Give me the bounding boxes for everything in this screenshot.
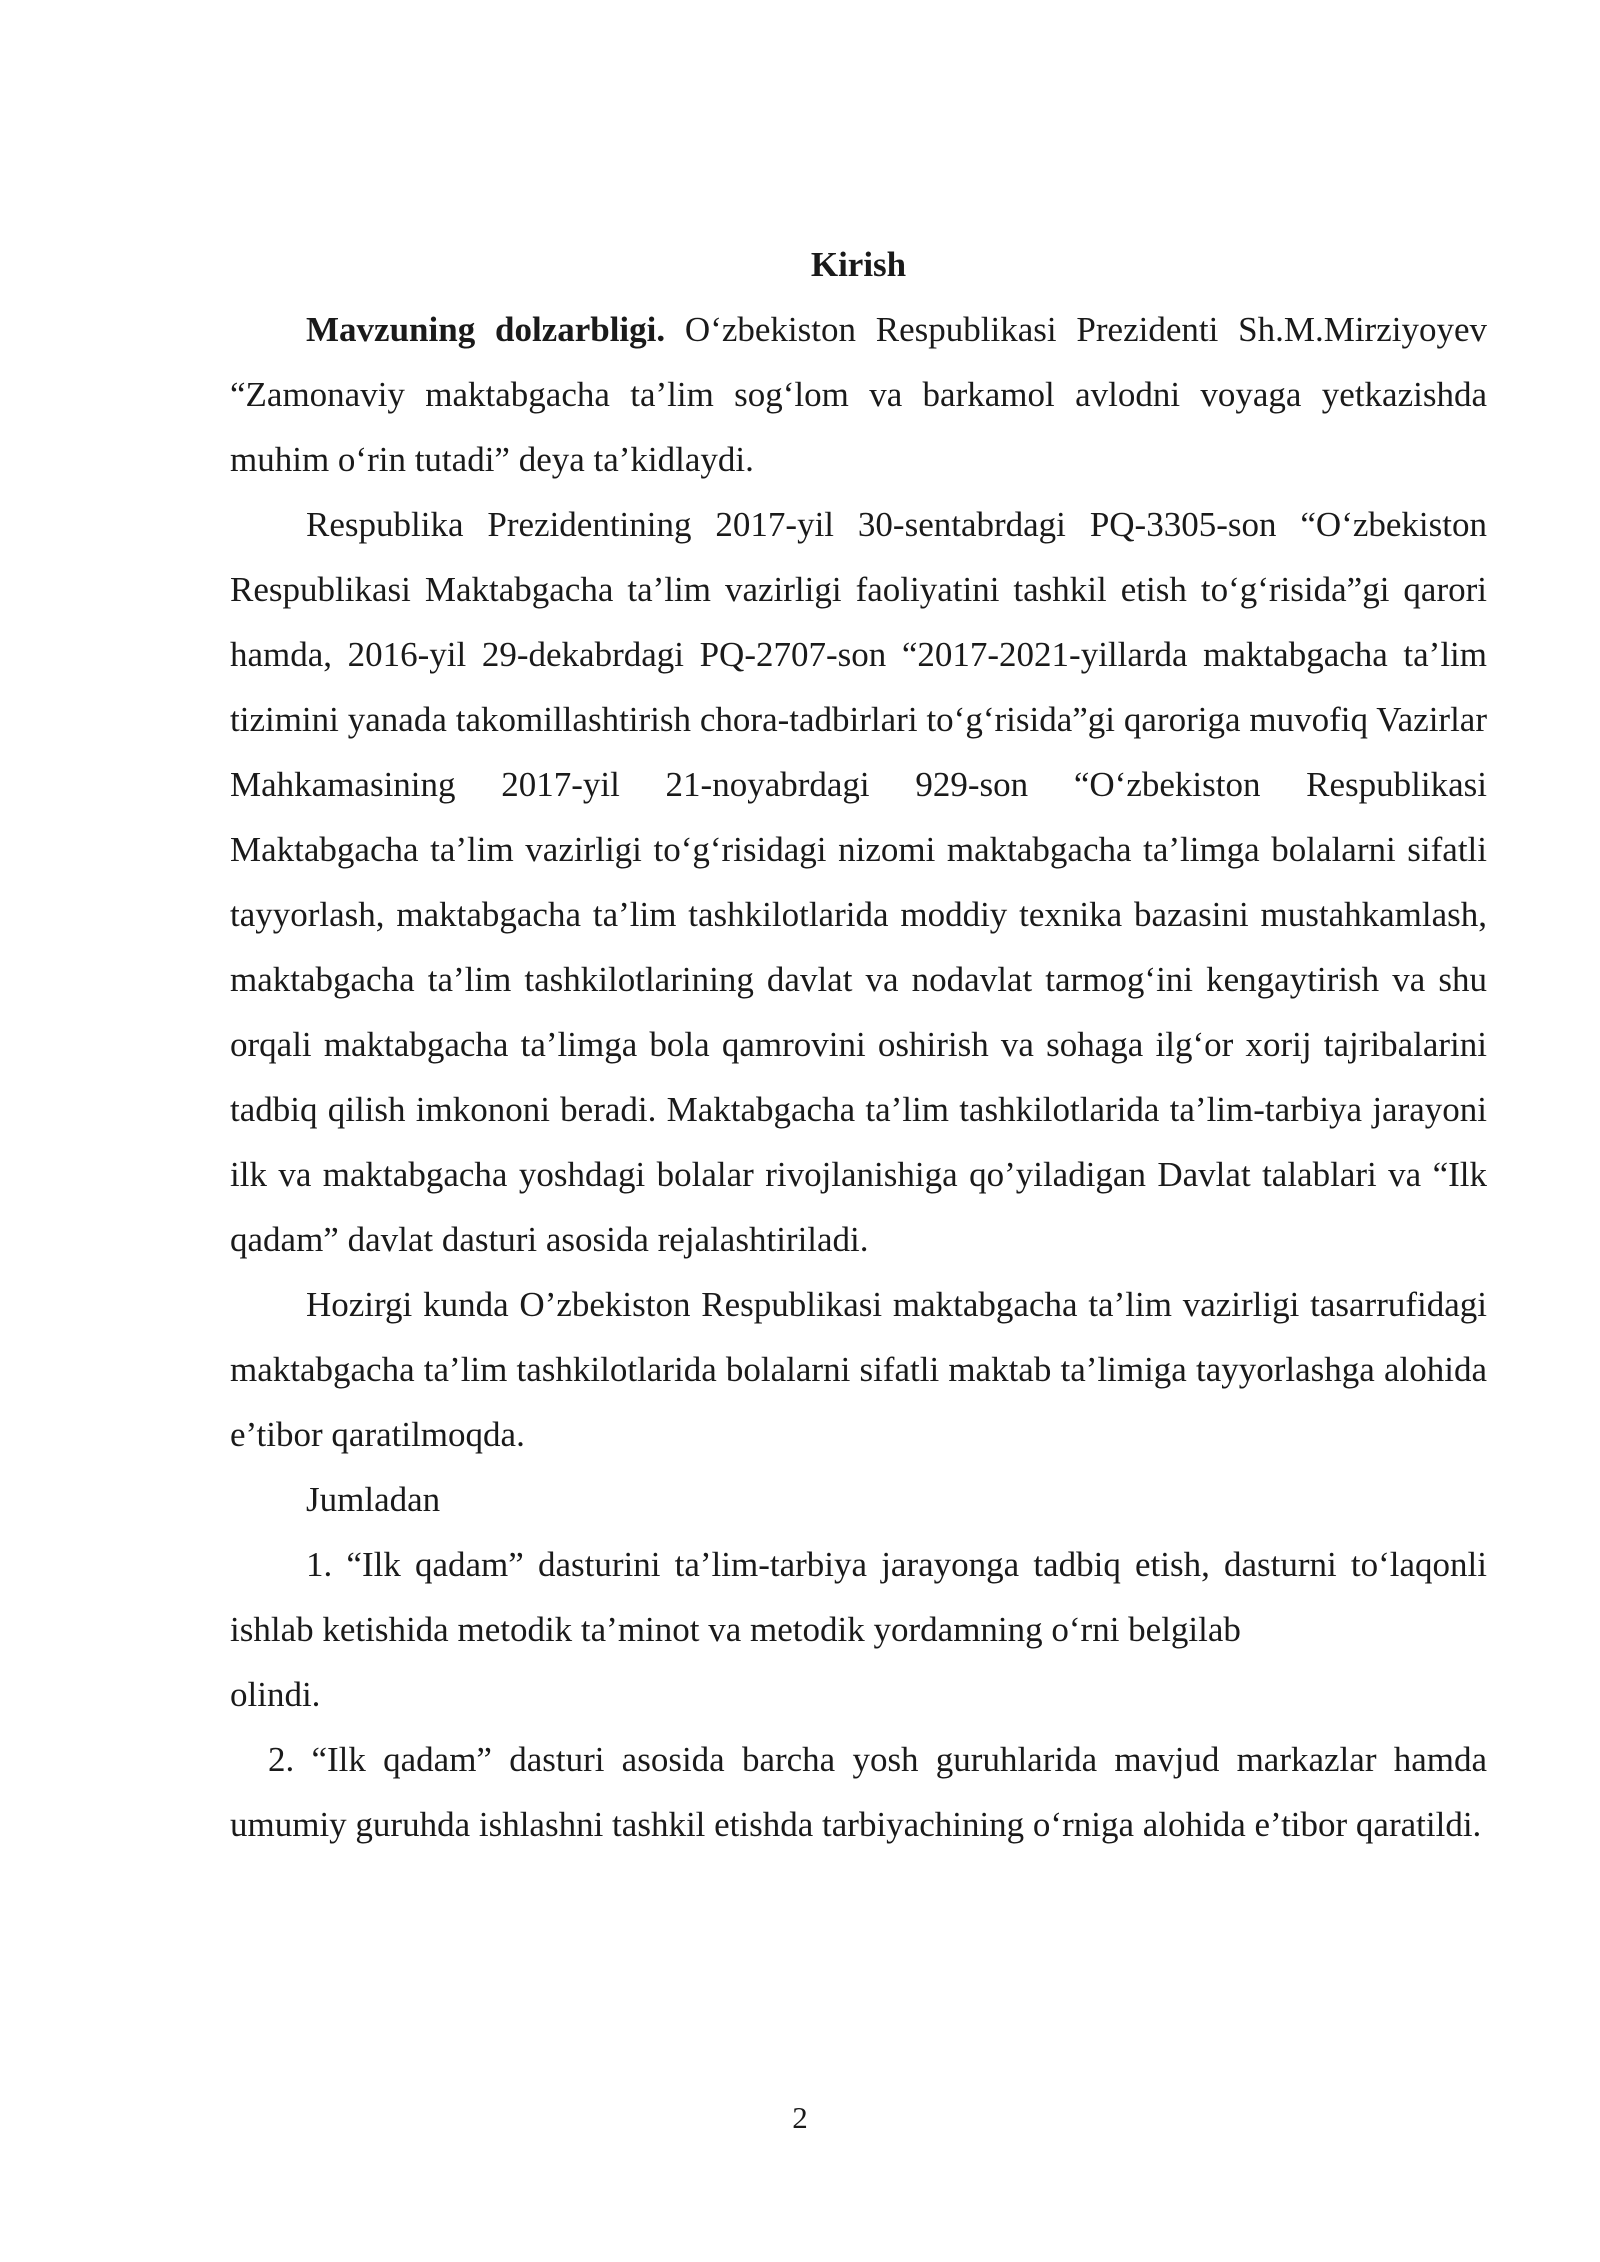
document-page — [230, 232, 1487, 1857]
document-title: Kirish — [810, 245, 907, 284]
relevance-lead: Mavzuning dolzarbligi. — [306, 310, 666, 349]
paragraph-current-state: Hozirgi kunda O’zbekiston Respublikasi maktabgacha ta’lim vazirligi tasarrufidagi maktabgacha ta’lim tashkilotlarida bolalarni sifatli maktab ta’limiga tayyorlashga alohida e’tibor qaratilmoqda. — [230, 1285, 1487, 1454]
list-item-1-continuation: olindi. — [230, 1675, 321, 1714]
paragraph-including: Jumladan — [306, 1480, 441, 1519]
paragraph-relevance — [230, 297, 1487, 492]
paragraph-decrees: Respublika Prezidentining 2017-yil 30-sentabrdagi PQ-3305-son “O‘zbekiston Respublikasi Maktabgacha ta’lim vazirligi faoliyatini tashkil etish to‘g‘risida”gi qarori hamda, 2016-yil 29-dekabrdagi PQ-2707-son “2017-2021-yillarda maktabgacha ta’lim tizimini yanada takomillashtirish chora-tadbirlari to‘g‘risida”gi qaroriga muvofiq Vazirlar Mahkamasining 2017-yil 21-noyabrdagi 929-son “O‘zbekiston Respublikasi Maktabgacha ta’lim vazirligi to‘g‘risidagi nizomi maktabgacha ta’limga bolalarni sifatli tayyorlash, maktabgacha ta’lim tashkilotlarida moddiy texnika bazasini mustahkamlash, maktabgacha ta’lim tashkilotlarining davlat va nodavlat tarmog‘ini kengaytirish va shu orqali maktabgacha ta’limga bola qamrovini oshirish va sohaga ilg‘or xorij tajribalarini tadbiq qilish imkononi beradi. Maktabgacha ta’lim tashkilotlarida ta’lim-tarbiya jarayoni ilk va maktabgacha yoshdagi bolalar rivojlanishiga qo’yiladigan Davlat talablari va “Ilk qadam” davlat dasturi asosida rejalashtiriladi. — [230, 505, 1487, 1259]
list-item-2: 2. “Ilk qadam” dasturi asosida barcha yosh guruhlarida mavjud markazlar hamda umumiy guruhda ishlashni tashkil etishda tarbiyachining o‘rniga alohida e’tibor qaratildi. — [230, 1740, 1487, 1844]
page-number: 2 — [792, 2100, 808, 2135]
list-item-1: 1. “Ilk qadam” dasturini ta’lim-tarbiya jarayonga tadbiq etish, dasturni to‘laqonli ishlab ketishida metodik ta’minot va metodik yordamning o‘rni belgilab — [230, 1545, 1487, 1649]
relevance-text: O‘zbekiston Respublikasi Prezidenti Sh.M.Mirziyoyev “Zamonaviy maktabgacha ta’lim sog‘lom va barkamol avlodni voyaga yetkazishda muhim o‘rin tutadi” deya ta’kidlaydi. — [230, 310, 1487, 479]
